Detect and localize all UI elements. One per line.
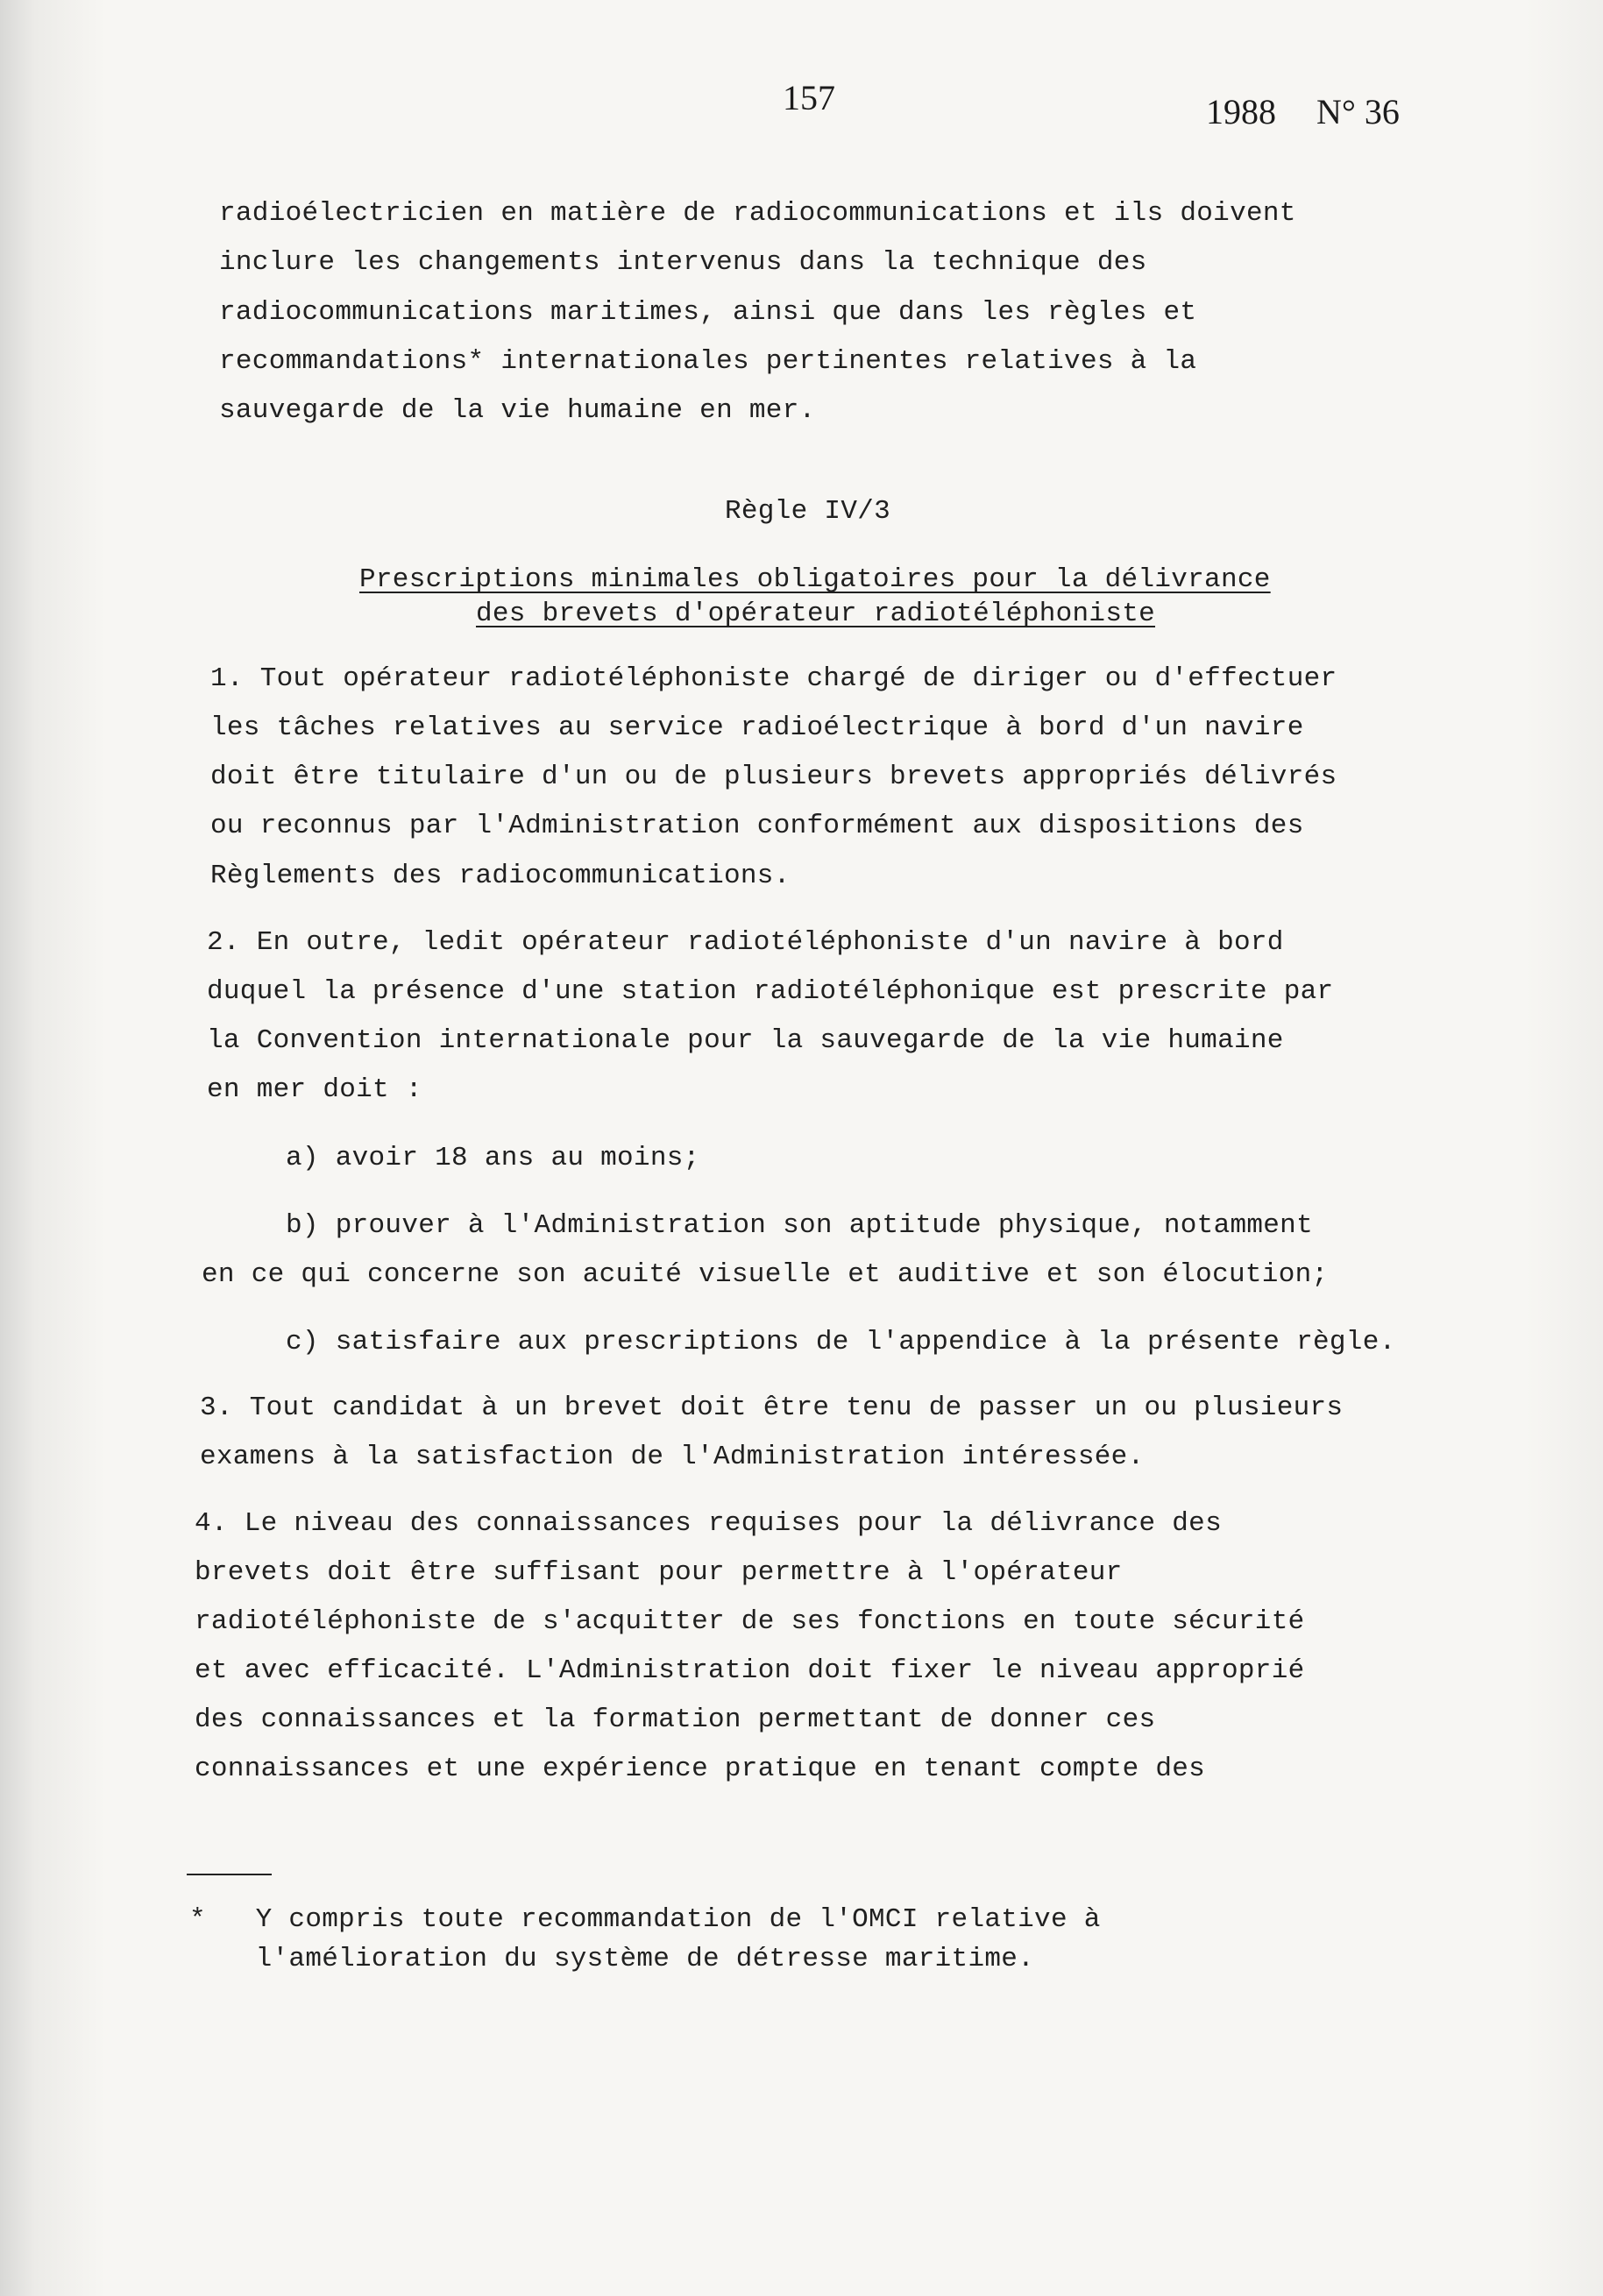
- header-year: 1988: [1206, 92, 1276, 131]
- body-line: 1. Tout opérateur radiotéléphoniste chargé de diriger ou d'effectuer: [210, 663, 1337, 694]
- body-line: radioélectricien en matière de radiocommunications et ils doivent: [219, 198, 1296, 229]
- footnote-divider: [187, 1874, 272, 1875]
- body-line: recommandations* internationales pertinentes relatives à la: [219, 346, 1197, 377]
- body-line: 3. Tout candidat à un brevet doit être tenu de passer un ou plusieurs: [200, 1392, 1344, 1423]
- list-item: a) avoir 18 ans au moins;: [286, 1143, 700, 1173]
- section-heading: des brevets d'opérateur radiotéléphoniste: [476, 599, 1156, 629]
- body-line: sauvegarde de la vie humaine en mer.: [219, 395, 816, 426]
- body-line: les tâches relatives au service radioélectrique à bord d'un navire: [210, 712, 1304, 743]
- header-issue: N° 36: [1316, 92, 1400, 131]
- body-line: ou reconnus par l'Administration conformément aux dispositions des: [210, 811, 1304, 841]
- body-line: duquel la présence d'une station radiotéléphonique est prescrite par: [207, 976, 1334, 1007]
- list-item: b) prouver à l'Administration son aptitude physique, notamment: [286, 1210, 1313, 1241]
- body-line: doit être titulaire d'un ou de plusieurs brevets appropriés délivrés: [210, 762, 1337, 792]
- body-line: 4. Le niveau des connaissances requises pour la délivrance des: [195, 1508, 1222, 1539]
- list-item: c) satisfaire aux prescriptions de l'appendice à la présente règle.: [286, 1327, 1396, 1357]
- body-line: en mer doit :: [207, 1074, 422, 1105]
- body-line: radiocommunications maritimes, ainsi que dans les règles et: [219, 297, 1197, 328]
- footnote-line: * Y compris toute recommandation de l'OMCI relative à: [189, 1904, 1101, 1935]
- body-line: des connaissances et la formation permettant de donner ces: [195, 1704, 1156, 1735]
- body-line: et avec efficacité. L'Administration doit fixer le niveau approprié: [195, 1655, 1305, 1686]
- body-line: examens à la satisfaction de l'Administration intéressée.: [200, 1442, 1145, 1472]
- body-line: radiotéléphoniste de s'acquitter de ses fonctions en toute sécurité: [195, 1606, 1305, 1637]
- body-line: brevets doit être suffisant pour permettre à l'opérateur: [195, 1557, 1123, 1588]
- body-line: inclure les changements intervenus dans la technique des: [219, 247, 1147, 278]
- section-heading: Prescriptions minimales obligatoires pour la délivrance: [359, 564, 1271, 595]
- body-line: en ce qui concerne son acuité visuelle et auditive et son élocution;: [202, 1259, 1329, 1290]
- footnote-line: l'amélioration du système de détresse maritime.: [189, 1944, 1035, 1974]
- body-line: connaissances et une expérience pratique en tenant compte des: [195, 1754, 1206, 1784]
- rule-title: Règle IV/3: [725, 496, 891, 527]
- page-number: 157: [783, 78, 835, 117]
- body-line: 2. En outre, ledit opérateur radiotéléphoniste d'un navire à bord: [207, 927, 1284, 958]
- body-line: Règlements des radiocommunications.: [210, 861, 791, 891]
- body-line: la Convention internationale pour la sauvegarde de la vie humaine: [207, 1025, 1284, 1056]
